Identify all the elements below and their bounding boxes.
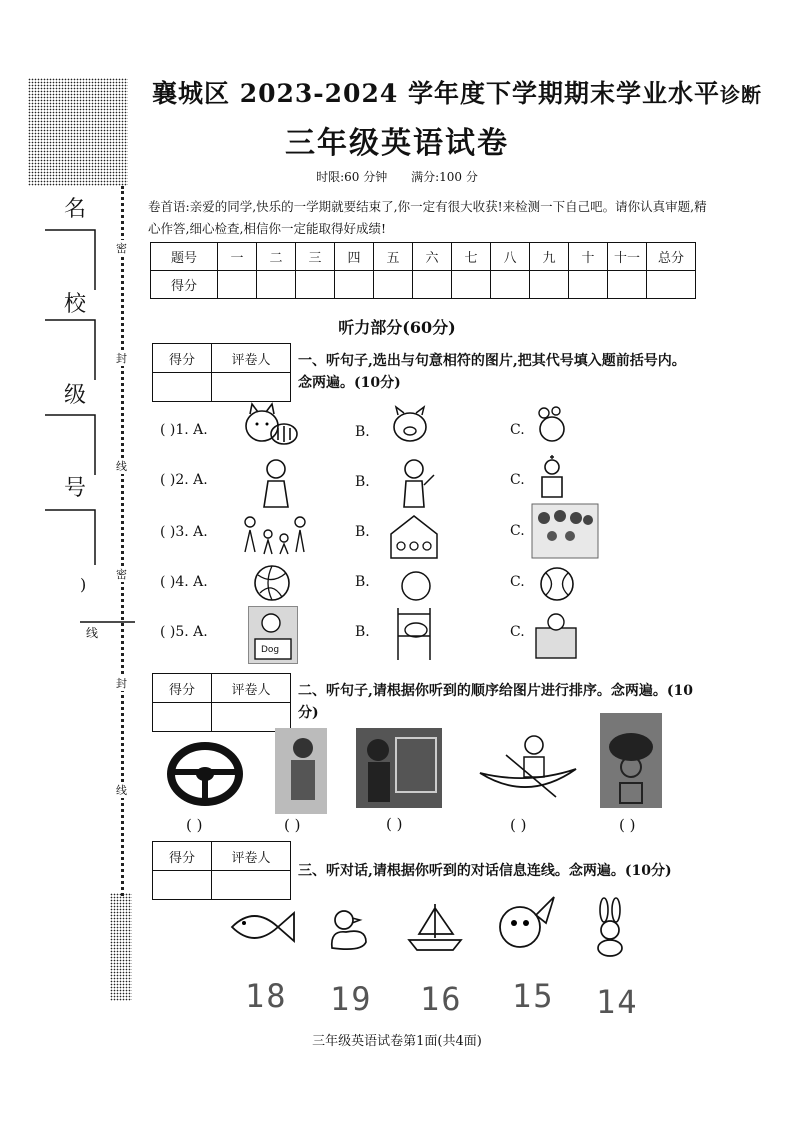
boy-drawing-photo-picture xyxy=(356,728,442,808)
option-b: B. xyxy=(355,474,370,490)
part1-row-5: ( )5. A. xyxy=(160,624,208,640)
score-table-row-scores xyxy=(151,271,696,299)
exam-subtitle: 三年级英语试卷 xyxy=(285,126,509,161)
option-c: C. xyxy=(510,574,525,590)
seal-xian-1: 线 xyxy=(116,460,127,473)
sailboat-picture xyxy=(405,900,465,955)
preface-text: 卷首语:亲爱的同学,快乐的一学期就要结束了,你一定有很大收获!来检测一下自己吧。请你认真审题,精心作答,细心检查,相信你一定能取得好成绩! xyxy=(148,199,707,236)
sidebar-label-class: 级 xyxy=(64,383,87,408)
order-blank-1[interactable]: ( ) xyxy=(186,816,203,834)
dog-box-label: Dog xyxy=(261,645,280,655)
grader-score-label: 得分 xyxy=(153,842,212,871)
order-blank-4[interactable]: ( ) xyxy=(510,816,527,834)
full-score: 满分:100 分 xyxy=(411,170,478,184)
score-cell[interactable] xyxy=(335,271,374,299)
fish-picture xyxy=(228,905,298,950)
part1-row-2: ( )2. A. xyxy=(160,472,208,488)
option-b: B. xyxy=(355,424,370,440)
option-c: C. xyxy=(510,624,525,640)
grader-score-label: 得分 xyxy=(153,344,212,373)
exam-title-main: 襄城区 2023-2024 学年度下学期期末学业水平 xyxy=(152,79,720,108)
boy-rowing-boat-picture xyxy=(478,733,578,801)
grader-score-cell[interactable] xyxy=(153,373,212,402)
score-cell[interactable] xyxy=(491,271,530,299)
grader-box-2 xyxy=(152,673,291,732)
big-family-picture xyxy=(530,502,600,560)
seal-mi-1: 密 xyxy=(116,242,127,255)
score-cell[interactable] xyxy=(647,271,696,299)
grader-box-3 xyxy=(152,841,291,900)
grader-reviewer-cell[interactable] xyxy=(212,871,291,900)
binding-hatch-bottom xyxy=(110,893,132,1001)
option-c: C. xyxy=(510,523,525,539)
dark-drawing-photo-picture xyxy=(600,713,662,808)
teacher-picture xyxy=(258,455,298,510)
steering-wheel-picture xyxy=(160,738,250,808)
score-cell[interactable] xyxy=(530,271,569,299)
score-cell[interactable] xyxy=(413,271,452,299)
grader-score-cell[interactable] xyxy=(153,703,212,732)
family-small-picture xyxy=(240,512,310,557)
score-col: 八 xyxy=(491,243,530,271)
cat-picture xyxy=(240,402,300,447)
seal-mi-2: 密 xyxy=(116,568,127,581)
dog-on-chair-picture xyxy=(390,606,438,662)
mouse-picture xyxy=(532,405,572,445)
order-blank-3[interactable]: ( ) xyxy=(386,815,403,833)
number-14: 14 xyxy=(596,983,639,1021)
seal-feng-1: 封 xyxy=(116,352,127,365)
listening-section-title: 听力部分(60分) xyxy=(338,318,456,337)
exam-title-suffix: 诊断 xyxy=(719,83,762,107)
number-15: 15 xyxy=(512,977,555,1015)
cat-in-box-picture xyxy=(532,608,580,660)
score-col: 三 xyxy=(296,243,335,271)
girl-photo-picture xyxy=(275,728,327,814)
duck-picture xyxy=(326,908,371,953)
grader-reviewer-label: 评卷人 xyxy=(212,842,291,871)
pig-picture xyxy=(390,405,435,445)
score-table-row-numbers xyxy=(151,243,696,271)
order-blank-5[interactable]: ( ) xyxy=(619,816,636,834)
score-cell[interactable] xyxy=(257,271,296,299)
order-blank-2[interactable]: ( ) xyxy=(284,816,301,834)
option-b: B. xyxy=(355,624,370,640)
part3-heading: 三、听对话,请根据你听到的对话信息连线。念两遍。(10分) xyxy=(298,863,672,879)
part1-row-4: ( )4. A. xyxy=(160,574,208,590)
score-header-label: 题号 xyxy=(151,243,218,271)
part2-heading: 二、听句子,请根据你听到的顺序给图片进行排序。念两遍。(10分) xyxy=(298,683,693,721)
seal-xian-2: 线 xyxy=(116,784,127,797)
boy-picture xyxy=(398,455,438,510)
score-table xyxy=(150,242,696,299)
score-col: 六 xyxy=(413,243,452,271)
bird-picture xyxy=(490,893,560,958)
grader-score-label: 得分 xyxy=(153,674,212,703)
score-col: 五 xyxy=(374,243,413,271)
exam-meta xyxy=(0,168,794,185)
option-c: C. xyxy=(510,472,525,488)
score-cell[interactable] xyxy=(296,271,335,299)
score-cell[interactable] xyxy=(374,271,413,299)
option-b: B. xyxy=(355,574,370,590)
ring-picture xyxy=(398,568,434,604)
score-cell[interactable] xyxy=(569,271,608,299)
grader-box-1 xyxy=(152,343,291,402)
score-col: 十一 xyxy=(608,243,647,271)
grader-score-cell[interactable] xyxy=(153,871,212,900)
option-c: C. xyxy=(510,422,525,438)
score-cell[interactable] xyxy=(452,271,491,299)
score-col-total: 总分 xyxy=(647,243,696,271)
part1-heading: 一、听句子,选出与句意相符的图片,把其代号填入题前括号内。念两遍。(10分) xyxy=(298,353,686,391)
score-col: 四 xyxy=(335,243,374,271)
sidebar-label-number: 号 xyxy=(64,476,87,501)
score-col: 一 xyxy=(218,243,257,271)
doctor-picture xyxy=(538,455,568,500)
exam-title xyxy=(152,74,762,110)
sidebar-label-name: 名 xyxy=(64,197,87,222)
number-19: 19 xyxy=(330,980,373,1018)
dog-in-box-picture xyxy=(248,606,298,664)
option-b: B. xyxy=(355,524,370,540)
score-col: 七 xyxy=(452,243,491,271)
grader-reviewer-label: 评卷人 xyxy=(212,344,291,373)
rabbit-picture xyxy=(588,898,633,958)
sidebar-label-paren: ) xyxy=(80,575,87,594)
house-family-picture xyxy=(385,512,443,560)
score-col: 九 xyxy=(530,243,569,271)
grader-reviewer-label: 评卷人 xyxy=(212,674,291,703)
part1-row-3: ( )3. A. xyxy=(160,524,208,540)
sidebar-line-label: 线 xyxy=(86,626,99,640)
grader-reviewer-cell[interactable] xyxy=(212,373,291,402)
seal-feng-2: 封 xyxy=(116,677,127,690)
baseball-picture xyxy=(538,565,576,603)
time-limit: 时限:60 分钟 xyxy=(316,170,388,184)
part1-row-1: ( )1. A. xyxy=(160,422,208,438)
page-footer: 三年级英语试卷第1面(共4面) xyxy=(312,1034,482,1049)
number-16: 16 xyxy=(420,980,463,1018)
sidebar-label-school: 校 xyxy=(64,292,87,317)
score-row-label: 得分 xyxy=(151,271,218,299)
score-cell[interactable] xyxy=(218,271,257,299)
score-col: 二 xyxy=(257,243,296,271)
score-cell[interactable] xyxy=(608,271,647,299)
number-18: 18 xyxy=(245,977,288,1015)
score-col: 十 xyxy=(569,243,608,271)
volleyball-picture xyxy=(252,563,292,603)
